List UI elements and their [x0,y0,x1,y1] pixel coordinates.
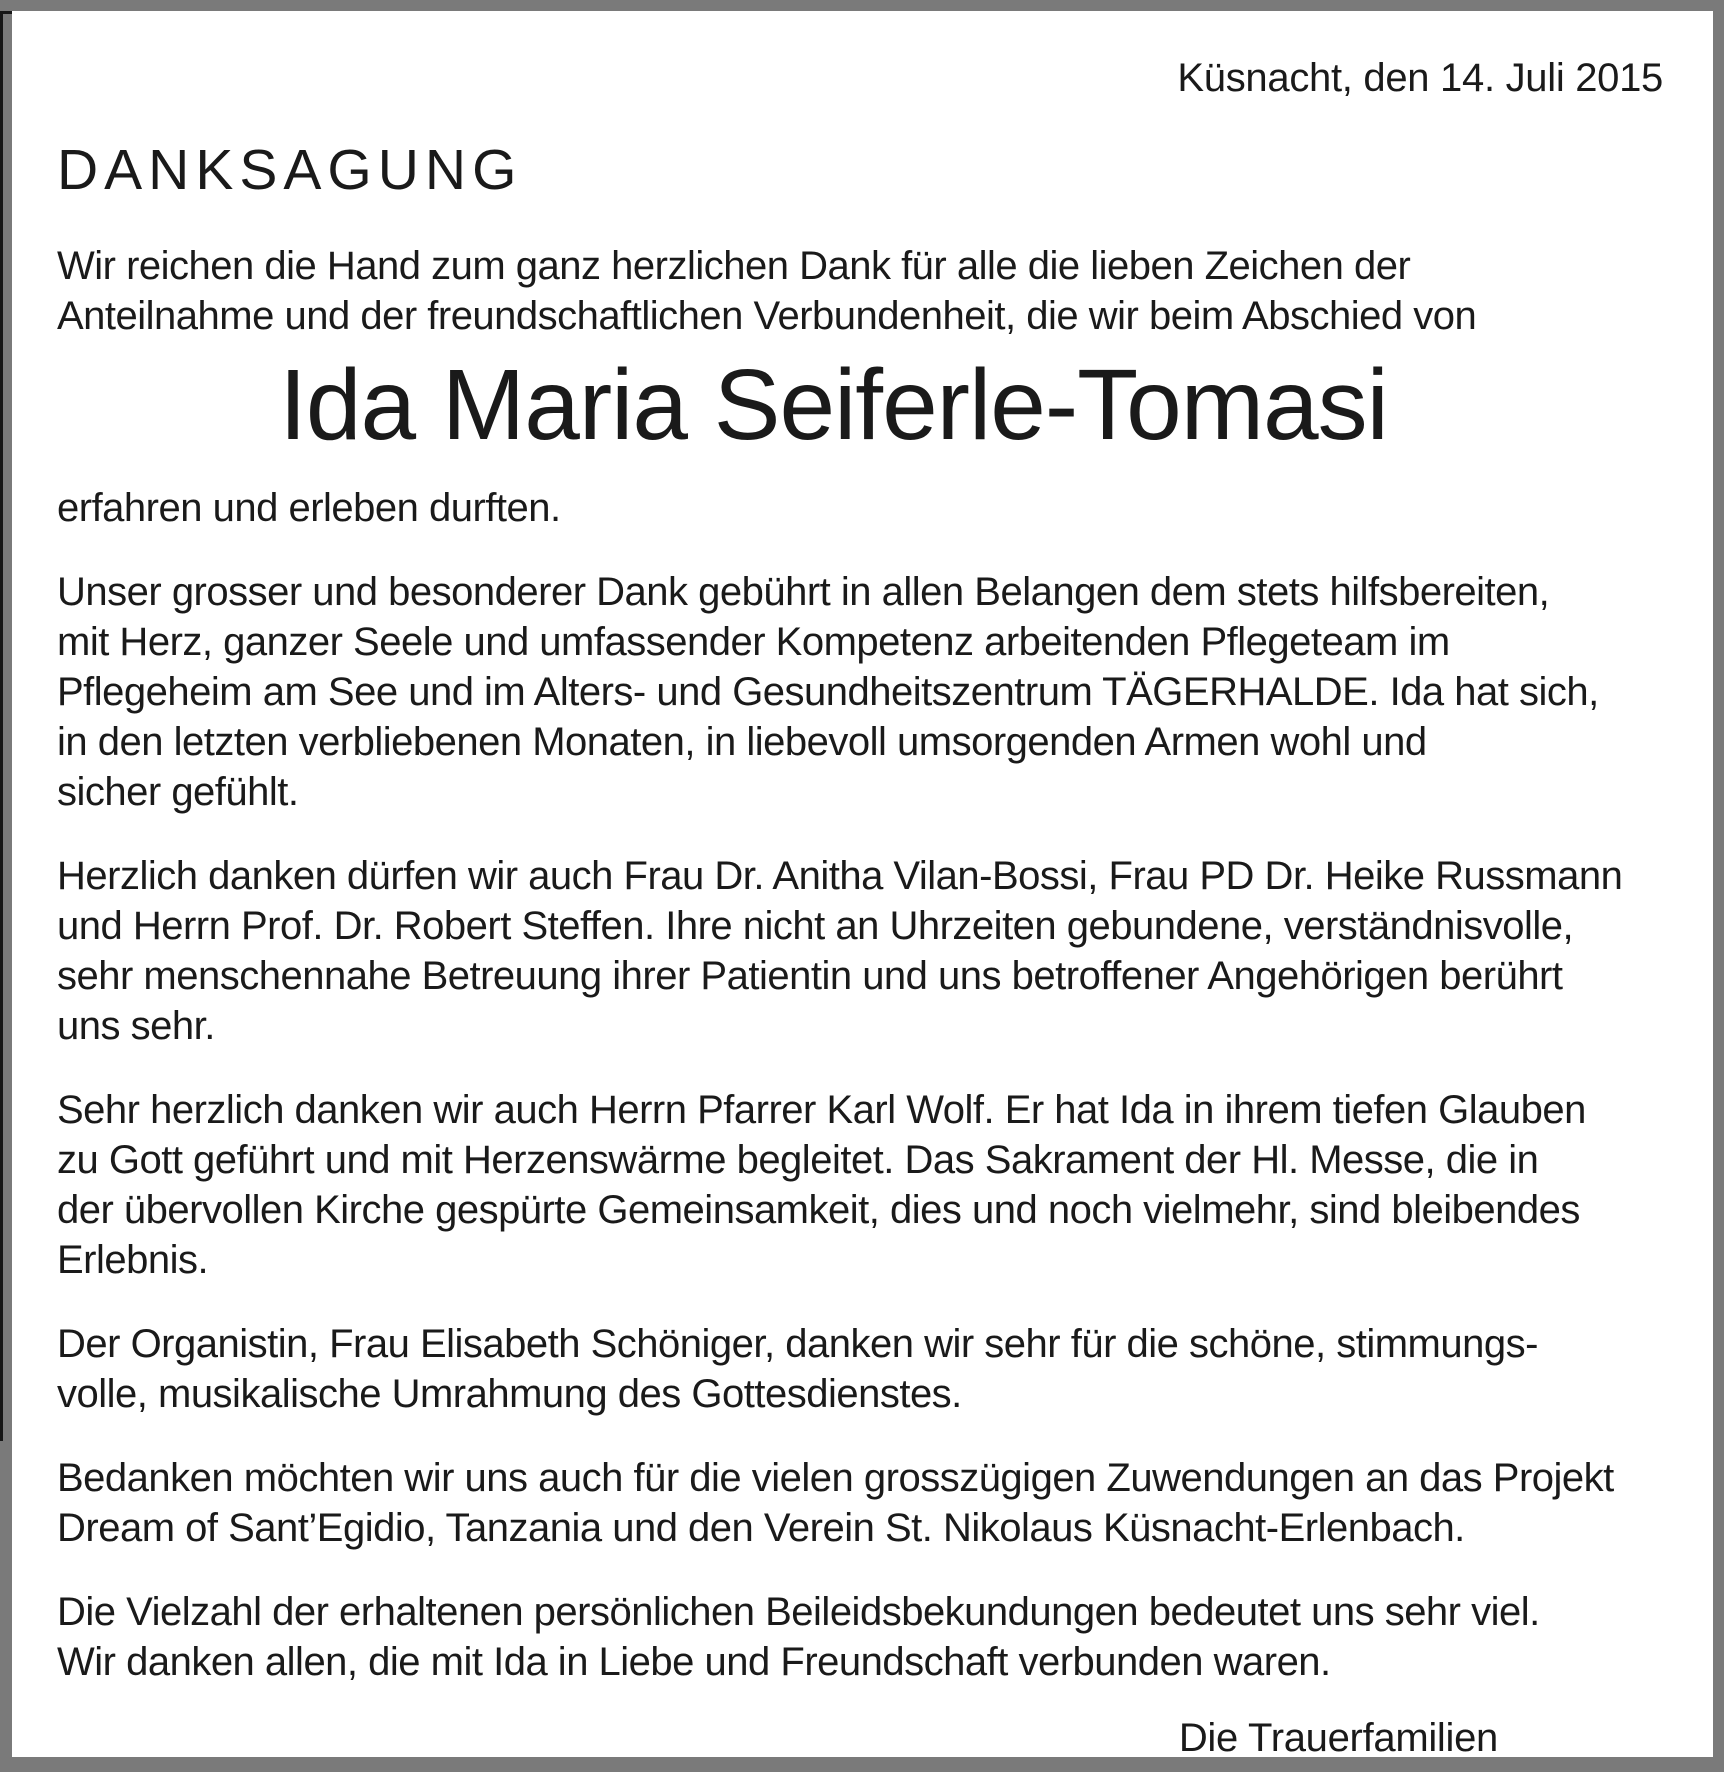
notice-page [12,11,1713,1757]
closing-signature: Die Trauerfamilien [1178,1716,1498,1757]
body-paragraphs [57,567,1623,1687]
paragraph: Die Vielzahl der erhaltenen persönlichen Beileidsbekundungen bedeutet uns sehr viel. Wir danken allen, die mit Ida in Liebe und Freundschaft verbunden waren. [57,1590,1540,1684]
notice-content [12,53,1713,1757]
deceased-name: Ida Maria Seiferle-Tomasi [279,349,1388,461]
title-heading: DANKSAGUNG [57,138,523,202]
paragraph: Bedanken möchten wir uns auch für die vielen grosszügigen Zuwendungen an das Projekt Dream of Sant’Egidio, Tanzania und den Verein St. Nikolaus Küsnacht-Erlenbach. [57,1456,1614,1550]
paragraph: Herzlich danken dürfen wir auch Frau Dr. Anitha Vilan-Bossi, Frau PD Dr. Heike Russmann und Herrn Prof. Dr. Robert Steffen. Ihre nicht an Uhrzeiten gebundene, verständnisvolle, sehr menschennahe Betreuung ihrer Patientin und uns betroffener Angehörigen berührt uns sehr. [57,854,1623,1048]
scan-edge-line [0,11,3,1441]
intro-paragraph: Wir reichen die Hand zum ganz herzlichen Dank für alle die lieben Zeichen der Anteilnahme und der freundschaftlichen Verbundenheit, die wir beim Abschied von [57,244,1477,338]
paragraph: Unser grosser und besonderer Dank gebührt in allen Belangen dem stets hilfsbereiten, mit Herz, ganzer Seele und umfassender Kompetenz arbeitenden Pflegeteam im Pflegeheim am See und im Alters- und Gesundheitszentrum TÄGERHALDE. Ida hat sich, in den letzten verbliebenen Monaten, in liebevoll umsorgenden Armen wohl und sicher gefühlt. [57,570,1599,814]
scan-corner-notch [0,11,12,14]
paragraph: Der Organistin, Frau Elisabeth Schöniger, danken wir sehr für die schöne, stimmungs- volle, musikalische Umrahmung des Gottesdienstes. [57,1322,1538,1416]
paragraph: Sehr herzlich danken wir auch Herrn Pfarrer Karl Wolf. Er hat Ida in ihrem tiefen Glauben zu Gott geführt und mit Herzenswärme begleitet. Das Sakrament der Hl. Messe, die in der übervollen Kirche gespürte Gemeinsamkeit, dies und noch vielmehr, sind bleibendes Erlebnis. [57,1088,1586,1282]
dateline: Küsnacht, den 14. Juli 2015 [1177,56,1663,100]
after-name-line: erfahren und erleben durften. [57,486,561,530]
